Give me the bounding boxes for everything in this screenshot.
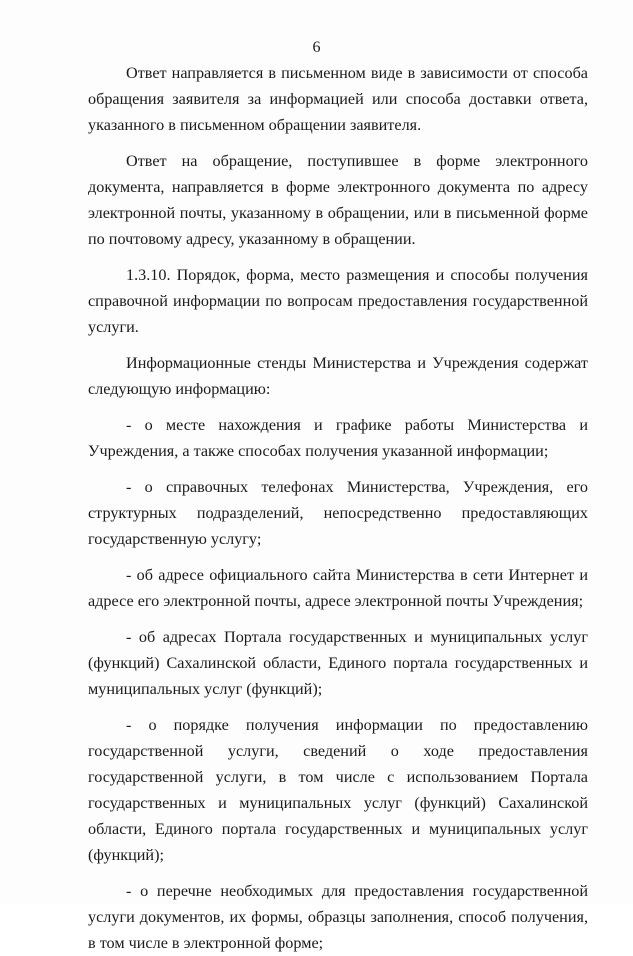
list-item-documents: - о перечне необходимых для предоставления государственной услуги документов, их формы, образцы заполнения, способ получения, в том числе в электронной форме; — [88, 882, 588, 952]
paragraph-section-1-3-10: 1.3.10. Порядок, форма, место размещения и способы получения справочной информации по вопросам предоставления государственной услуги. — [88, 266, 588, 336]
paragraph-info-stands: Информационные стенды Министерства и Учреждения содержат следующую информацию: — [88, 354, 588, 398]
paragraph-electronic-answer: Ответ на обращение, поступившее в форме электронного документа, направляется в форме электронного документа по адресу электронной почты, указанному в обращении, или в письменной форме по почтовому адресу, указанному в обращении. — [88, 152, 588, 248]
list-item-website: - об адресе официального сайта Министерства в сети Интернет и адресе его электронной почты, адресе электронной почты Учреждения; — [88, 566, 588, 610]
page-number: 6 — [312, 39, 321, 56]
list-item-phones: - о справочных телефонах Министерства, Учреждения, его структурных подразделений, непосредственно предоставляющих государственную услугу; — [88, 478, 588, 548]
list-item-procedure: - о порядке получения информации по предоставлению государственной услуги, сведений о ходе предоставления государственной услуги, в том числе с использованием Портала государственных и муниципальных услуг (функций) Сахалинской области, Единого портала государственных и муниципальных услуг (функций); — [88, 716, 588, 864]
paragraph-answer-delivery: Ответ направляется в письменном виде в зависимости от способа обращения заявителя за информацией или способа доставки ответа, указанного в письменном обращении заявителя. — [88, 64, 588, 134]
document-body — [88, 60, 588, 956]
list-item-portals: - об адресах Портала государственных и муниципальных услуг (функций) Сахалинской области, Единого портала государственных и муниципальных услуг (функций); — [88, 628, 588, 698]
list-item-location: - о месте нахождения и графике работы Министерства и Учреждения, а также способах получения указанной информации; — [88, 416, 588, 460]
